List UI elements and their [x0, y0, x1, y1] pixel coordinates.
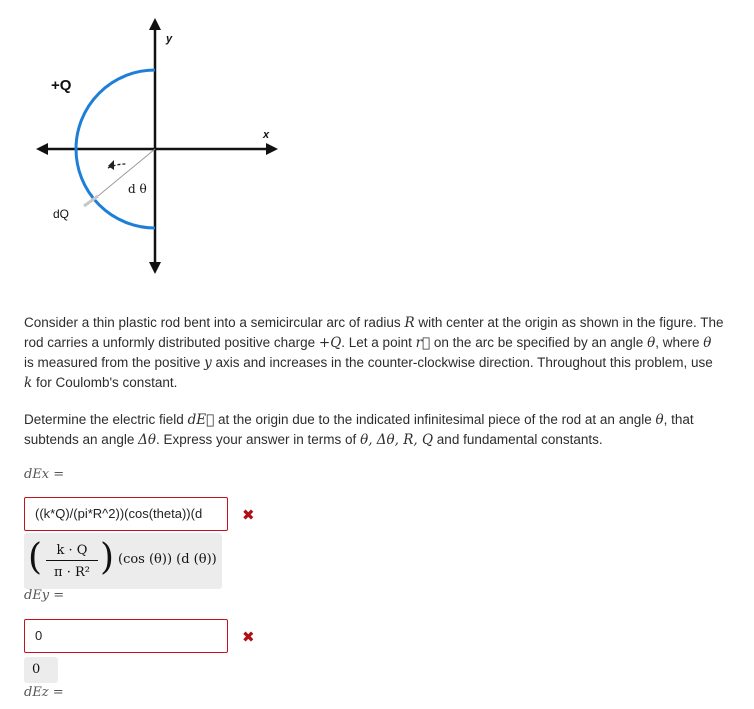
x-axis-left-arrow: [36, 143, 48, 155]
dtheta-label: d θ: [128, 182, 147, 196]
right-paren: ): [100, 537, 115, 578]
text: Consider a thin plastic rod bent into a semicircular arc of radius: [24, 315, 405, 330]
text: , that subtends an angle: [24, 412, 694, 447]
dq-label: dQ: [53, 207, 70, 221]
preview-denominator: π · R²: [54, 565, 90, 580]
dEx-incorrect-icon: ✖: [242, 507, 255, 524]
dEx-label: dEx =: [24, 467, 65, 482]
math-theta: θ: [655, 412, 664, 428]
math-theta: θ: [703, 335, 712, 351]
preview-zero: 0: [32, 662, 41, 677]
text: at the origin due to the indicated infinitesimal piece of the rod at an angle: [214, 412, 656, 427]
y-axis-label: y: [166, 33, 173, 45]
x-axis-label: x: [263, 129, 270, 141]
text: on the arc be specified by an angle: [430, 335, 648, 350]
math-dE: dE⃗: [187, 412, 215, 428]
question-prompt: [24, 410, 724, 450]
dEx-preview: [24, 533, 222, 589]
semicircle-diagram: [0, 0, 340, 290]
text: with center at the origin as shown in the figure. The rod carries a unformly distributed positive charge: [24, 315, 724, 350]
text: . Let a point: [341, 335, 416, 350]
preview-numerator: k · Q: [46, 543, 98, 561]
problem-description: [24, 313, 724, 393]
left-paren: (: [28, 537, 43, 578]
text: Determine the electric field: [24, 412, 188, 427]
math-k: k: [24, 375, 33, 391]
text: and fundamental constants.: [433, 432, 603, 447]
dEz-label: dEz =: [24, 685, 64, 700]
math-vars: θ, Δθ, R, Q: [360, 432, 434, 448]
text: . Express your answer in terms of: [155, 432, 361, 447]
math-Q: +Q: [318, 335, 342, 351]
dEy-label: dEy =: [24, 588, 65, 603]
math-r: r⃗: [415, 335, 431, 351]
text: is measured from the positive: [24, 355, 205, 370]
problem-figure: [0, 0, 340, 290]
math-y: y: [204, 355, 212, 371]
text: for Coulomb's constant.: [32, 375, 178, 390]
preview-rest: (cos (θ)) (d (θ)): [118, 552, 217, 567]
charge-label: +Q: [51, 77, 72, 94]
text: , where: [655, 335, 704, 350]
math-theta: θ: [647, 335, 656, 351]
math-R: R: [404, 315, 415, 331]
dEx-answer-input[interactable]: ((k*Q)/(pi*R^2))(cos(theta))(d: [24, 497, 228, 531]
x-axis-right-arrow: [266, 143, 278, 155]
dEy-incorrect-icon: ✖: [242, 629, 255, 646]
dtheta-arrowhead: [108, 160, 114, 170]
y-axis-down-arrow: [149, 262, 161, 274]
dEy-preview: [24, 657, 58, 683]
dEy-answer-input[interactable]: 0: [24, 619, 228, 653]
math-delta-theta: Δθ: [138, 432, 156, 448]
text: axis and increases in the counter-clockwise direction. Throughout this problem, use: [211, 355, 713, 370]
y-axis-up-arrow: [149, 18, 161, 30]
